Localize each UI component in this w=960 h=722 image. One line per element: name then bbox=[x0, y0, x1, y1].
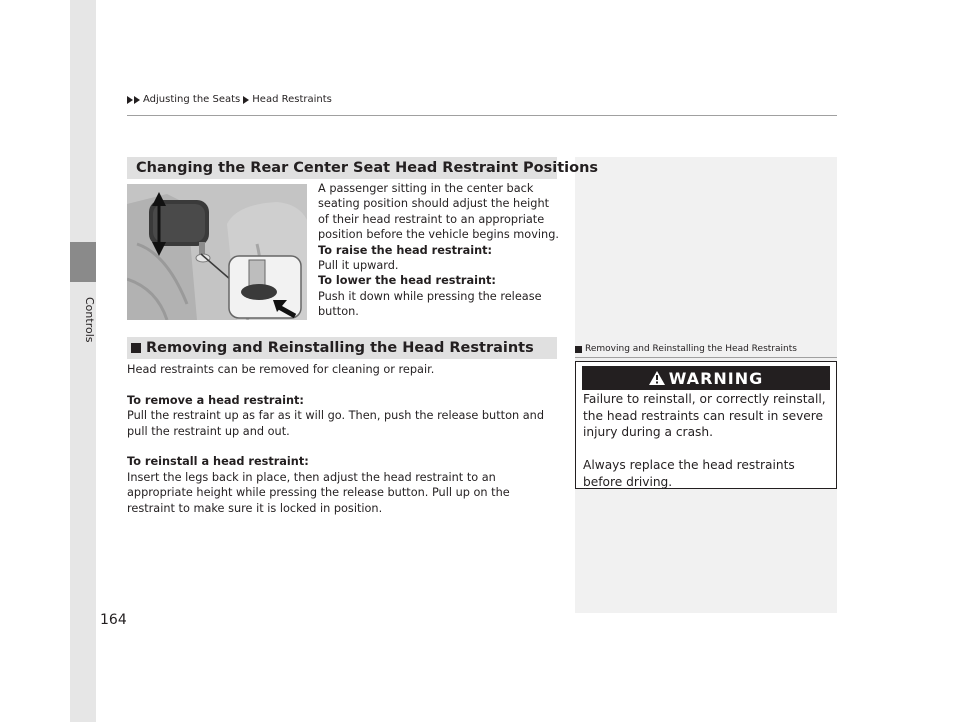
side-tab-label: Controls bbox=[83, 297, 96, 343]
side-tab-marker bbox=[70, 242, 96, 282]
lower-title: To lower the head restraint: bbox=[318, 274, 496, 288]
section-heading-text: Changing the Rear Center Seat Head Restraint Positions bbox=[136, 160, 599, 176]
remove-text: Pull the restraint up as far as it will go. Then, push the release button and pull the restraint up and out. bbox=[127, 409, 544, 438]
section2-body bbox=[127, 362, 559, 516]
note-title bbox=[575, 344, 837, 354]
breadcrumb-item[interactable]: Head Restraints bbox=[252, 94, 332, 105]
spacer bbox=[127, 377, 559, 392]
header-rule bbox=[127, 115, 837, 116]
lower-text: Push it down while pressing the release button. bbox=[318, 289, 542, 319]
head-restraint-illustration bbox=[127, 184, 307, 320]
breadcrumb bbox=[127, 94, 335, 105]
square-bullet-icon bbox=[131, 343, 141, 353]
remove-title: To remove a head restraint: bbox=[127, 393, 304, 407]
warning-text-1: Failure to reinstall, or correctly reinstall, the head restraints can result in severe injury during a crash. bbox=[583, 392, 826, 439]
warning-banner bbox=[582, 366, 830, 390]
note-title-text: Removing and Reinstalling the Head Restraints bbox=[585, 344, 797, 354]
section-heading bbox=[127, 157, 599, 179]
reinstall-title: To reinstall a head restraint: bbox=[127, 455, 309, 469]
section1-body bbox=[318, 181, 560, 320]
warning-triangle-icon bbox=[649, 371, 665, 385]
breadcrumb-arrow-icon bbox=[243, 96, 249, 104]
warning-label: WARNING bbox=[668, 368, 764, 388]
raise-text: Pull it upward. bbox=[318, 259, 399, 273]
reinstall-text: Insert the legs back in place, then adjust the head restraint to an appropriate height while pressing the release button. Pull up on the restraint to make sure it is locked in position. bbox=[127, 470, 510, 515]
warning-box bbox=[575, 361, 837, 489]
raise-title: To raise the head restraint: bbox=[318, 243, 493, 257]
breadcrumb-arrow-icon bbox=[134, 96, 140, 104]
spacer bbox=[583, 441, 833, 458]
section-heading bbox=[127, 337, 557, 359]
warning-text bbox=[583, 391, 833, 490]
note-rule bbox=[575, 357, 837, 358]
note-marker-icon bbox=[575, 346, 582, 353]
breadcrumb-item[interactable]: Adjusting the Seats bbox=[143, 94, 241, 105]
side-tab-top bbox=[70, 0, 96, 242]
breadcrumb-arrow-icon bbox=[127, 96, 133, 104]
section2-intro: Head restraints can be removed for cleaning or repair. bbox=[127, 363, 435, 376]
section1-intro: A passenger sitting in the center back seating position should adjust the height of their head restraint to an appropriate position before the vehicle begins moving. bbox=[318, 182, 559, 242]
warning-text-2: Always replace the head restraints before driving. bbox=[583, 458, 795, 489]
page-number: 164 bbox=[100, 612, 127, 628]
head-restraint-illustration-svg bbox=[127, 184, 307, 320]
section-heading-text: Removing and Reinstalling the Head Restraints bbox=[146, 340, 534, 356]
spacer bbox=[127, 439, 559, 454]
